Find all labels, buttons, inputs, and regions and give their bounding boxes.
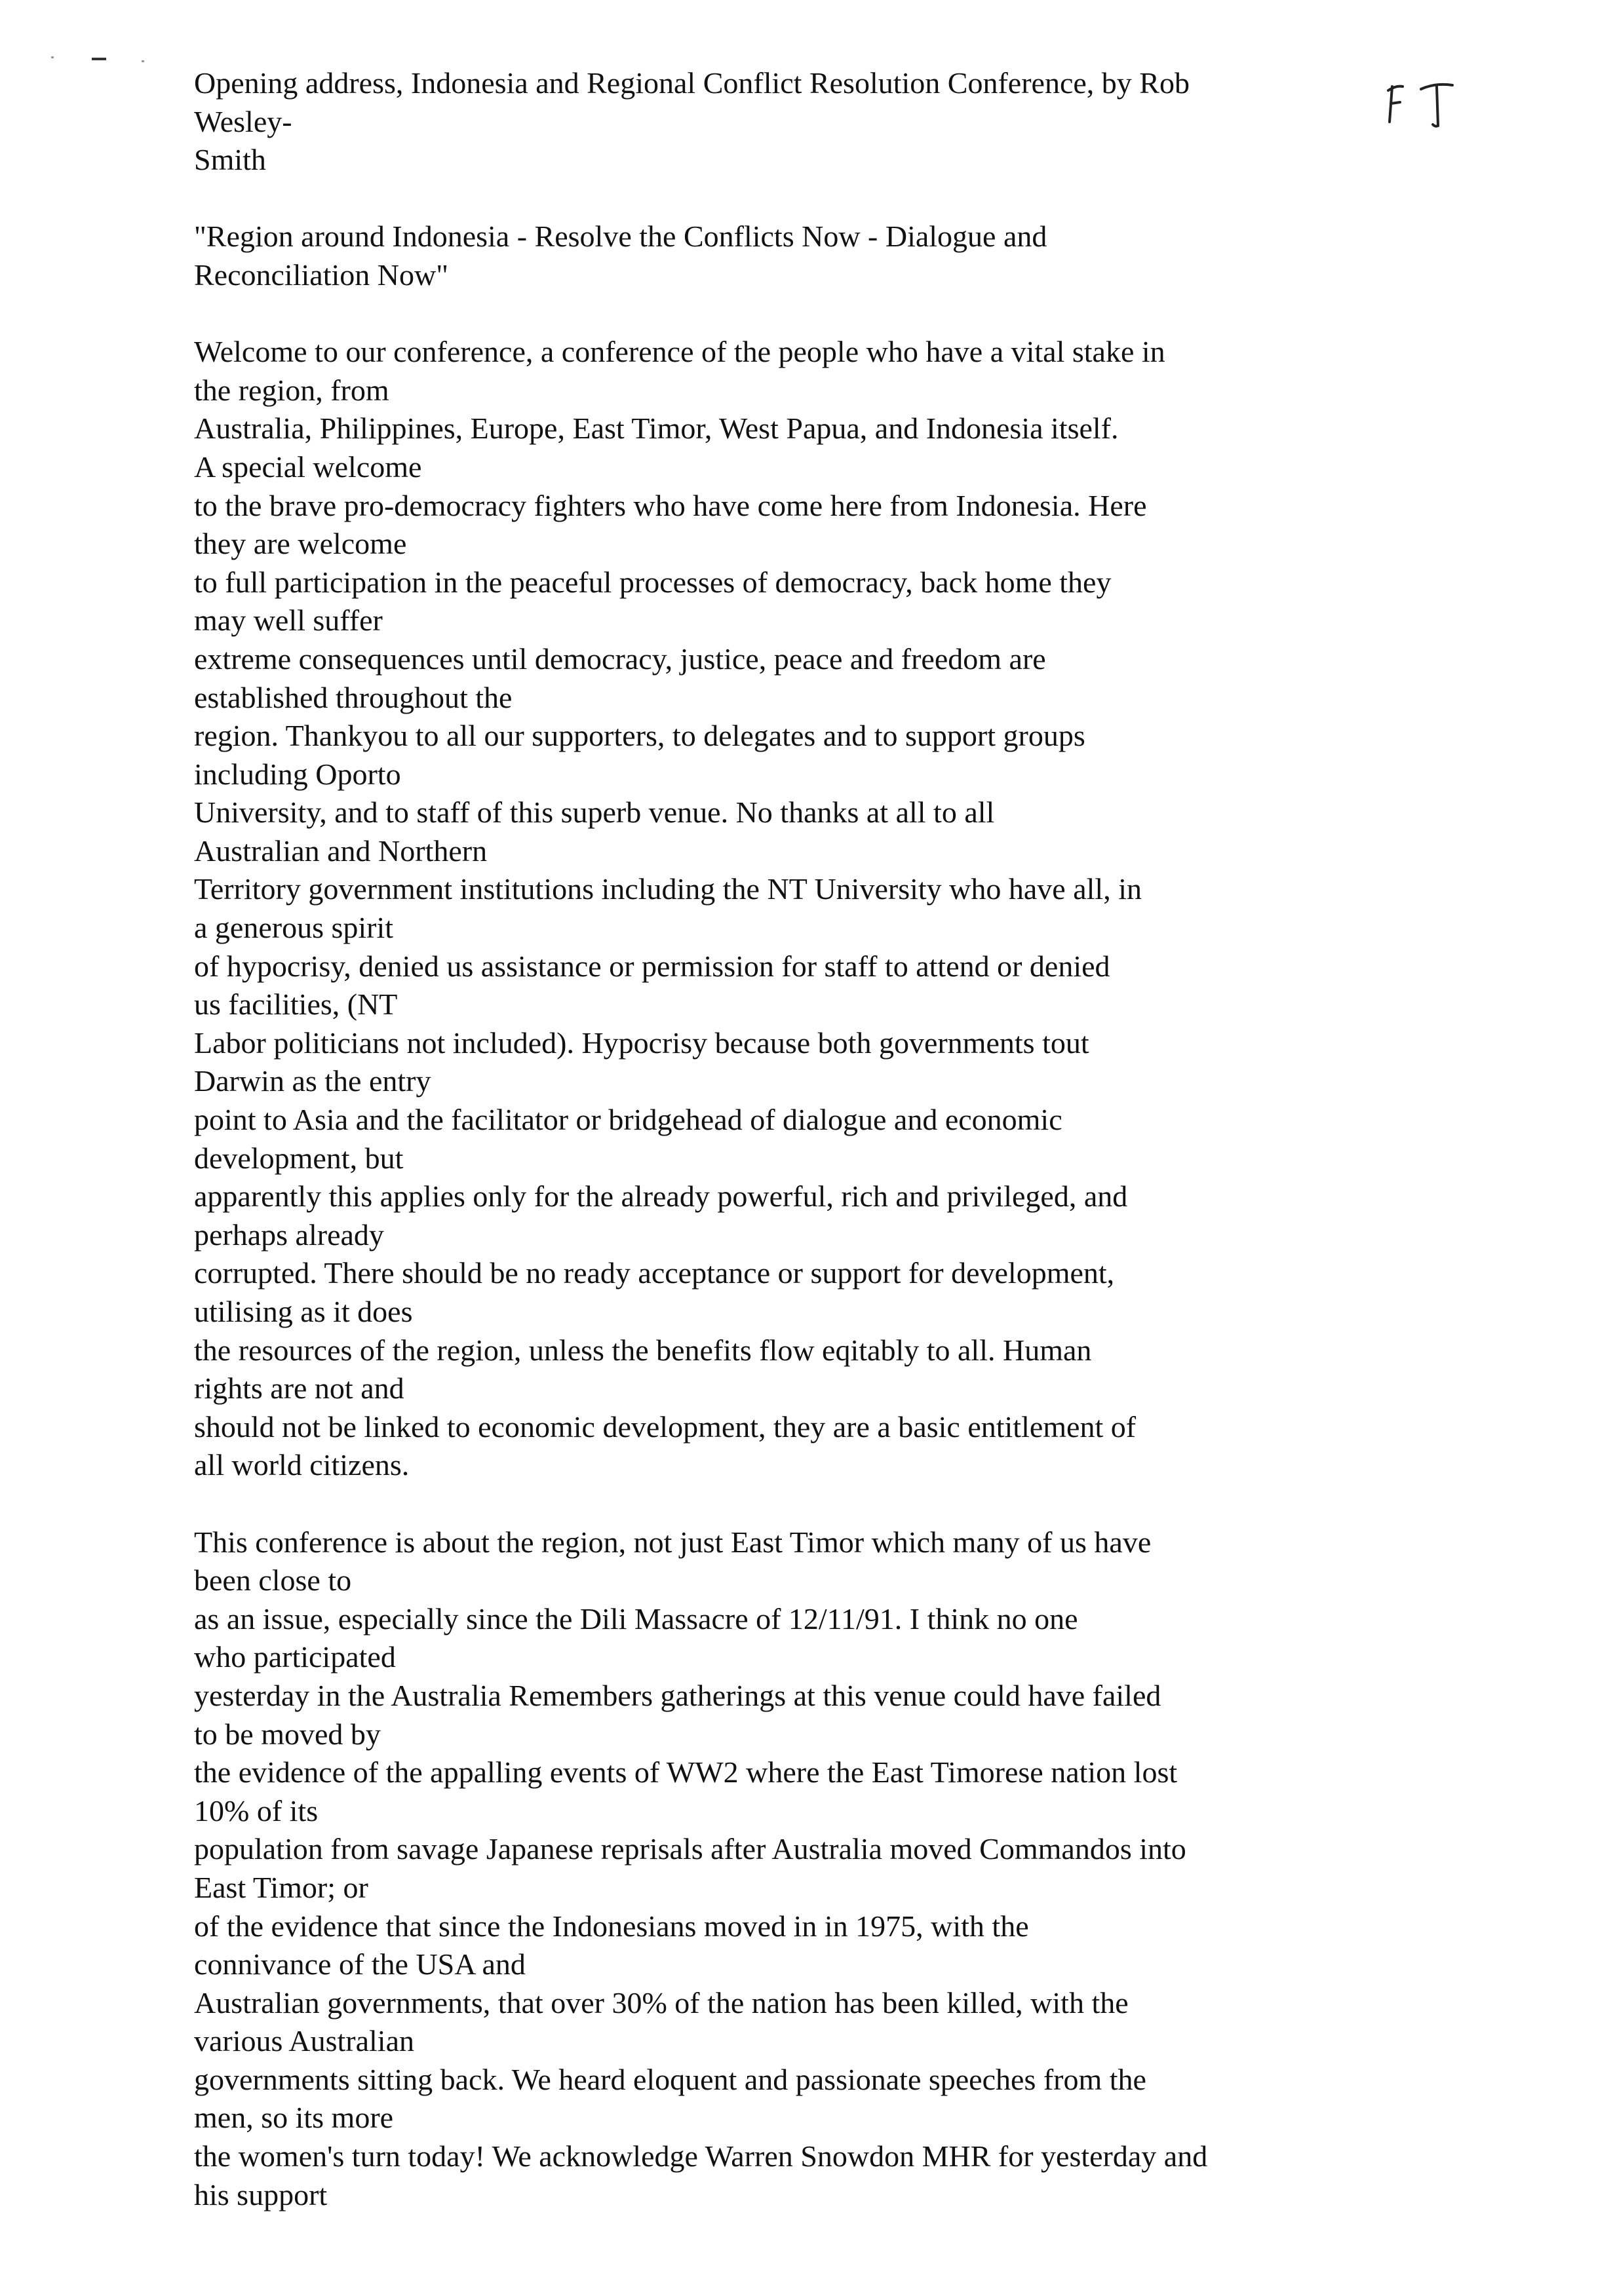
- paragraph-line: This conference is about the region, not just East Timor which many of us have: [194, 1525, 1152, 1559]
- paragraph-line: point to Asia and the facilitator or bridgehead of dialogue and economic: [194, 1103, 1062, 1137]
- document-body: [194, 64, 1426, 2214]
- paragraph-line: Australian and Northern: [194, 833, 488, 868]
- paragraph-line: us facilities, (NT: [194, 987, 398, 1022]
- paragraph-line: region. Thankyou to all our supporters, to delegates and to support groups: [194, 719, 1085, 753]
- paragraph-line: a generous spirit: [194, 911, 394, 945]
- paragraph-line: Darwin as the entry: [194, 1064, 431, 1098]
- paragraph-line: including Oporto: [194, 757, 401, 791]
- paragraph-line: various Australian: [194, 2024, 414, 2058]
- paragraph-line: population from savage Japanese reprisals after Australia moved Commandos into: [194, 1832, 1186, 1866]
- paragraph-line: of hypocrisy, denied us assistance or permission for staff to attend or denied: [194, 949, 1110, 983]
- paragraph-line: extreme consequences until democracy, justice, peace and freedom are: [194, 641, 1046, 676]
- paragraph-line: governments sitting back. We heard eloquent and passionate speeches from the: [194, 2062, 1146, 2096]
- scan-speck: [92, 58, 106, 60]
- paragraph-line: corrupted. There should be no ready acceptance or support for development,: [194, 1256, 1115, 1290]
- paragraph-line: perhaps already: [194, 1217, 384, 1252]
- paragraph-line: to full participation in the peaceful processes of democracy, back home they: [194, 565, 1112, 599]
- paragraph-line: should not be linked to economic development, they are a basic entitlement of: [194, 1409, 1137, 1444]
- paragraph-line: the evidence of the appalling events of WW2 where the East Timorese nation lost: [194, 1755, 1178, 1789]
- paragraph-line: yesterday in the Australia Remembers gatherings at this venue could have failed: [194, 1678, 1161, 1712]
- paragraph-line: they are welcome: [194, 527, 407, 561]
- paragraph-line: been close to: [194, 1563, 352, 1598]
- heading-line: Wesley-: [194, 104, 292, 138]
- paragraph-line: the region, from: [194, 373, 389, 407]
- paragraph-region: [194, 1523, 1426, 2215]
- paragraph-line: Australia, Philippines, Europe, East Timor, West Papua, and Indonesia itself.: [194, 411, 1119, 446]
- paragraph-line: Australian governments, that over 30% of the nation has been killed, with the: [194, 1985, 1129, 2019]
- subtitle-line: "Region around Indonesia - Resolve the Conflicts Now - Dialogue and: [194, 220, 1047, 254]
- paragraph-line: connivance of the USA and: [194, 1947, 526, 1981]
- subtitle-block: [194, 218, 1426, 294]
- heading-line: Smith: [194, 143, 266, 177]
- paragraph-line: men, so its more: [194, 2101, 394, 2135]
- paragraph-line: Welcome to our conference, a conference of the people who have a vital stake in: [194, 335, 1165, 369]
- subtitle-line: Reconciliation Now": [194, 258, 448, 292]
- paragraph-line: apparently this applies only for the already powerful, rich and privileged, and: [194, 1179, 1128, 1214]
- paragraph-line: East Timor; or: [194, 1870, 368, 1904]
- paragraph-line: to the brave pro-democracy fighters who have come here from Indonesia. Here: [194, 488, 1147, 522]
- paragraph-line: Territory government institutions including the NT University who have all, in: [194, 872, 1142, 906]
- paragraph-line: Labor politicians not included). Hypocrisy because both governments tout: [194, 1025, 1089, 1060]
- scan-speck: [51, 56, 54, 58]
- paragraph-line: who participated: [194, 1640, 396, 1674]
- paragraph-line: rights are not and: [194, 1371, 404, 1406]
- paragraph-line: his support: [194, 2177, 328, 2211]
- paragraph-line: development, but: [194, 1141, 404, 1175]
- paragraph-line: the women's turn today! We acknowledge Warren Snowdon MHR for yesterday and: [194, 2139, 1208, 2173]
- scan-speck: [142, 60, 144, 62]
- paragraph-line: as an issue, especially since the Dili Massacre of 12/11/91. I think no one: [194, 1601, 1078, 1636]
- paragraph-line: may well suffer: [194, 603, 383, 638]
- paragraph-line: A special welcome: [194, 450, 422, 484]
- paragraph-line: to be moved by: [194, 1717, 381, 1751]
- paragraph-line: established throughout the: [194, 680, 513, 714]
- paragraph-welcome: [194, 333, 1426, 1485]
- paragraph-line: University, and to staff of this superb venue. No thanks at all to all: [194, 795, 995, 830]
- paragraph-line: utilising as it does: [194, 1295, 413, 1328]
- paragraph-line: the resources of the region, unless the benefits flow eqitably to all. Human: [194, 1333, 1092, 1367]
- paragraph-line: all world citizens.: [194, 1448, 410, 1482]
- paragraph-line: 10% of its: [194, 1793, 319, 1827]
- heading-line: Opening address, Indonesia and Regional Conflict Resolution Conference, by Rob: [194, 66, 1190, 100]
- heading-block: [194, 64, 1426, 180]
- paragraph-line: of the evidence that since the Indonesians moved in in 1975, with the: [194, 1909, 1029, 1943]
